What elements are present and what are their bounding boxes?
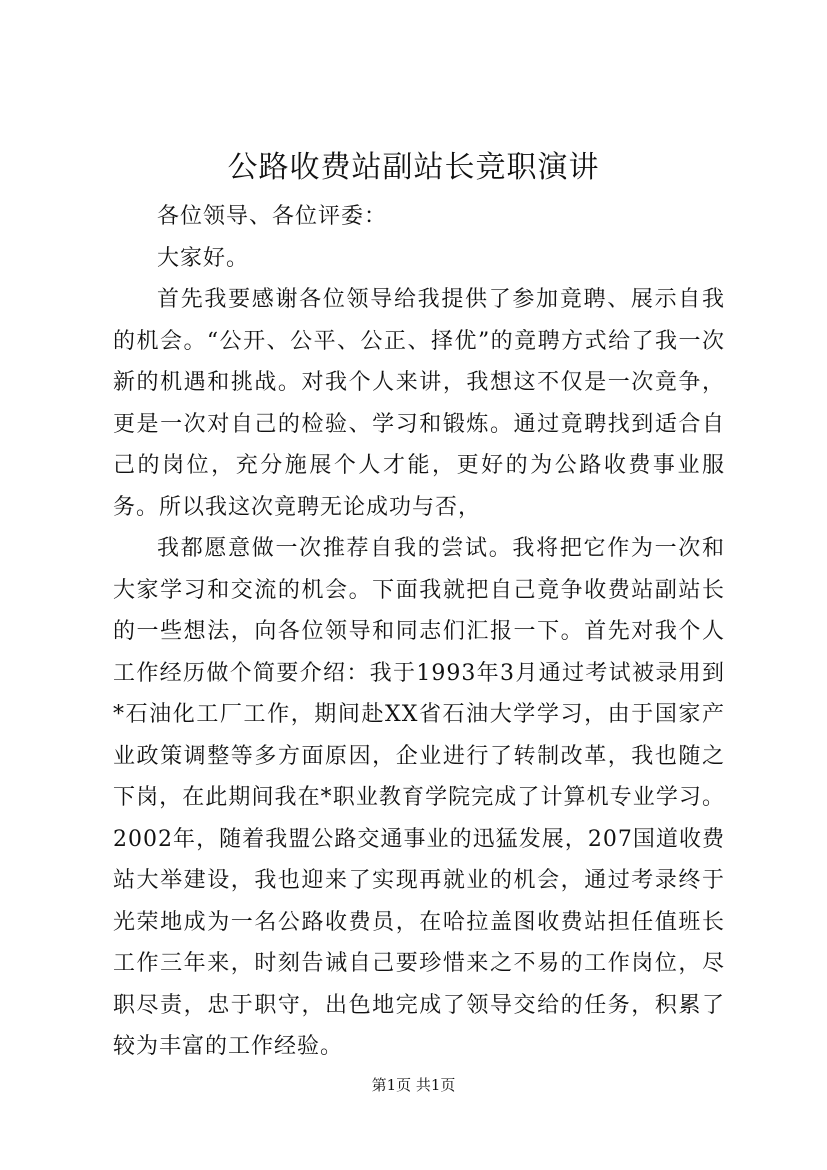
document-title: 公路收费站副站长竞职演讲 (227, 150, 600, 185)
page-number-label: 第1页 共1页 (371, 1076, 456, 1094)
greeting-paragraph: 大家好。 (157, 245, 250, 271)
document-body (113, 196, 725, 1068)
page-footer (0, 1074, 827, 1096)
body-paragraph-2: 我都愿意做一次推荐自我的尝试。我将把它作为一次和大家学习和交流的机会。下面我就把自己竟争收费站副站长的一些想法，向各位领导和同志们汇报一下。首先对我个人工作经历做个简要介绍：我于1993年3月通过考试被录用到*石油化工厂工作，期间赴XX省石油大学学习，由于国家产业政策调整等多方面原因，企业进行了转制改革，我也随之下岗，在此期间我在*职业教育学院完成了计算机专业学习。2002年，随着我盟公路交通事业的迅猛发展，207国道收费站大举建设，我也迎来了实现再就业的机会，通过考录终于光荣地成为一名公路收费员，在哈拉盖图收费站担任值班长工作三年来，时刻告诫自己要珍惜来之不易的工作岗位，尽职尽责，忠于职守，出色地完成了领导交给的任务，积累了较为丰富的工作经验。 (113, 536, 725, 1059)
body-paragraph-1: 首先我要感谢各位领导给我提供了参加竟聘、展示自我的机会。“公开、公平、公正、择优”的竟聘方式给了我一次新的机遇和挑战。对我个人来讲，我想这不仅是一次竟争，更是一次对自己的检验、学习和锻炼。通过竟聘找到适合自己的岗位，充分施展个人才能，更好的为公路收费事业服务。所以我这次竟聘无论成功与否， (113, 287, 725, 520)
salutation-paragraph: 各位领导、各位评委： (157, 204, 388, 229)
